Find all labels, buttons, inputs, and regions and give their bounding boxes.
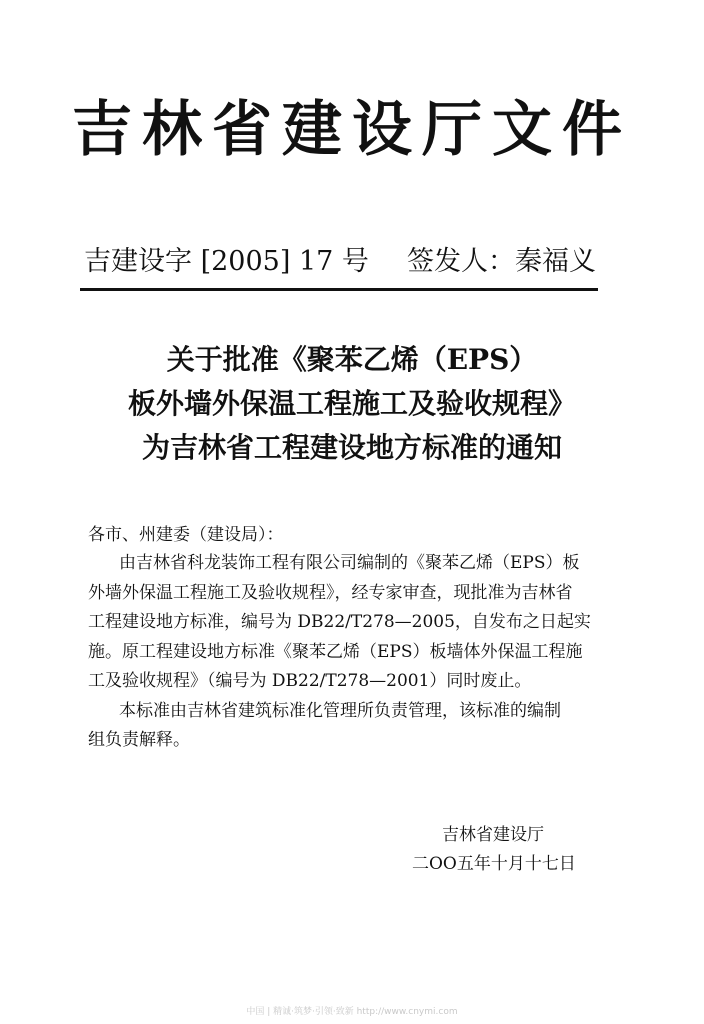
notice-title-line: 板外墙外保温工程施工及验收规程》 [127,387,576,420]
signing-date: 二OO五年十月十七日 [412,854,576,874]
body-line: 本标准由吉林省建筑标准化管理所负责管理，该标准的编制 [119,700,561,721]
body-line: 外墙外保温工程施工及验收规程》，经专家审查，现批准为吉林省 [88,582,573,603]
recipient-line: 各市、州建委（建设局）： [88,525,284,545]
body-line: 工及验收规程》（编号为 DB22/T278—2001）同时废止。 [88,671,532,691]
header-divider [80,288,598,291]
body-line: 组负责解释。 [88,730,190,750]
body-line: 工程建设地方标准，编号为 DB22/T278—2005，自发布之日起实 [88,612,591,632]
signing-organization: 吉林省建设厅 [442,825,544,845]
notice-title [0,338,704,470]
body-line: 施。原工程建设地方标准《聚苯乙烯（EPS）板墙体外保温工程施 [88,641,583,662]
body-text [88,549,602,756]
footer-watermark: 中国 | 精诚·筑梦·引领·致新 http://www.cnymi.com [246,1007,458,1017]
signer: 签发人：秦福义 [407,246,596,277]
notice-title-line: 关于批准《聚苯乙烯（EPS） [166,343,538,376]
document-header-title: 吉林省建设厅文件 [72,95,632,165]
notice-title-line: 为吉林省工程建设地方标准的通知 [141,431,562,464]
body-line: 由吉林省科龙装饰工程有限公司编制的《聚苯乙烯（EPS）板 [119,553,580,573]
document-number: 吉建设字 [2005] 17 号 [84,246,369,277]
